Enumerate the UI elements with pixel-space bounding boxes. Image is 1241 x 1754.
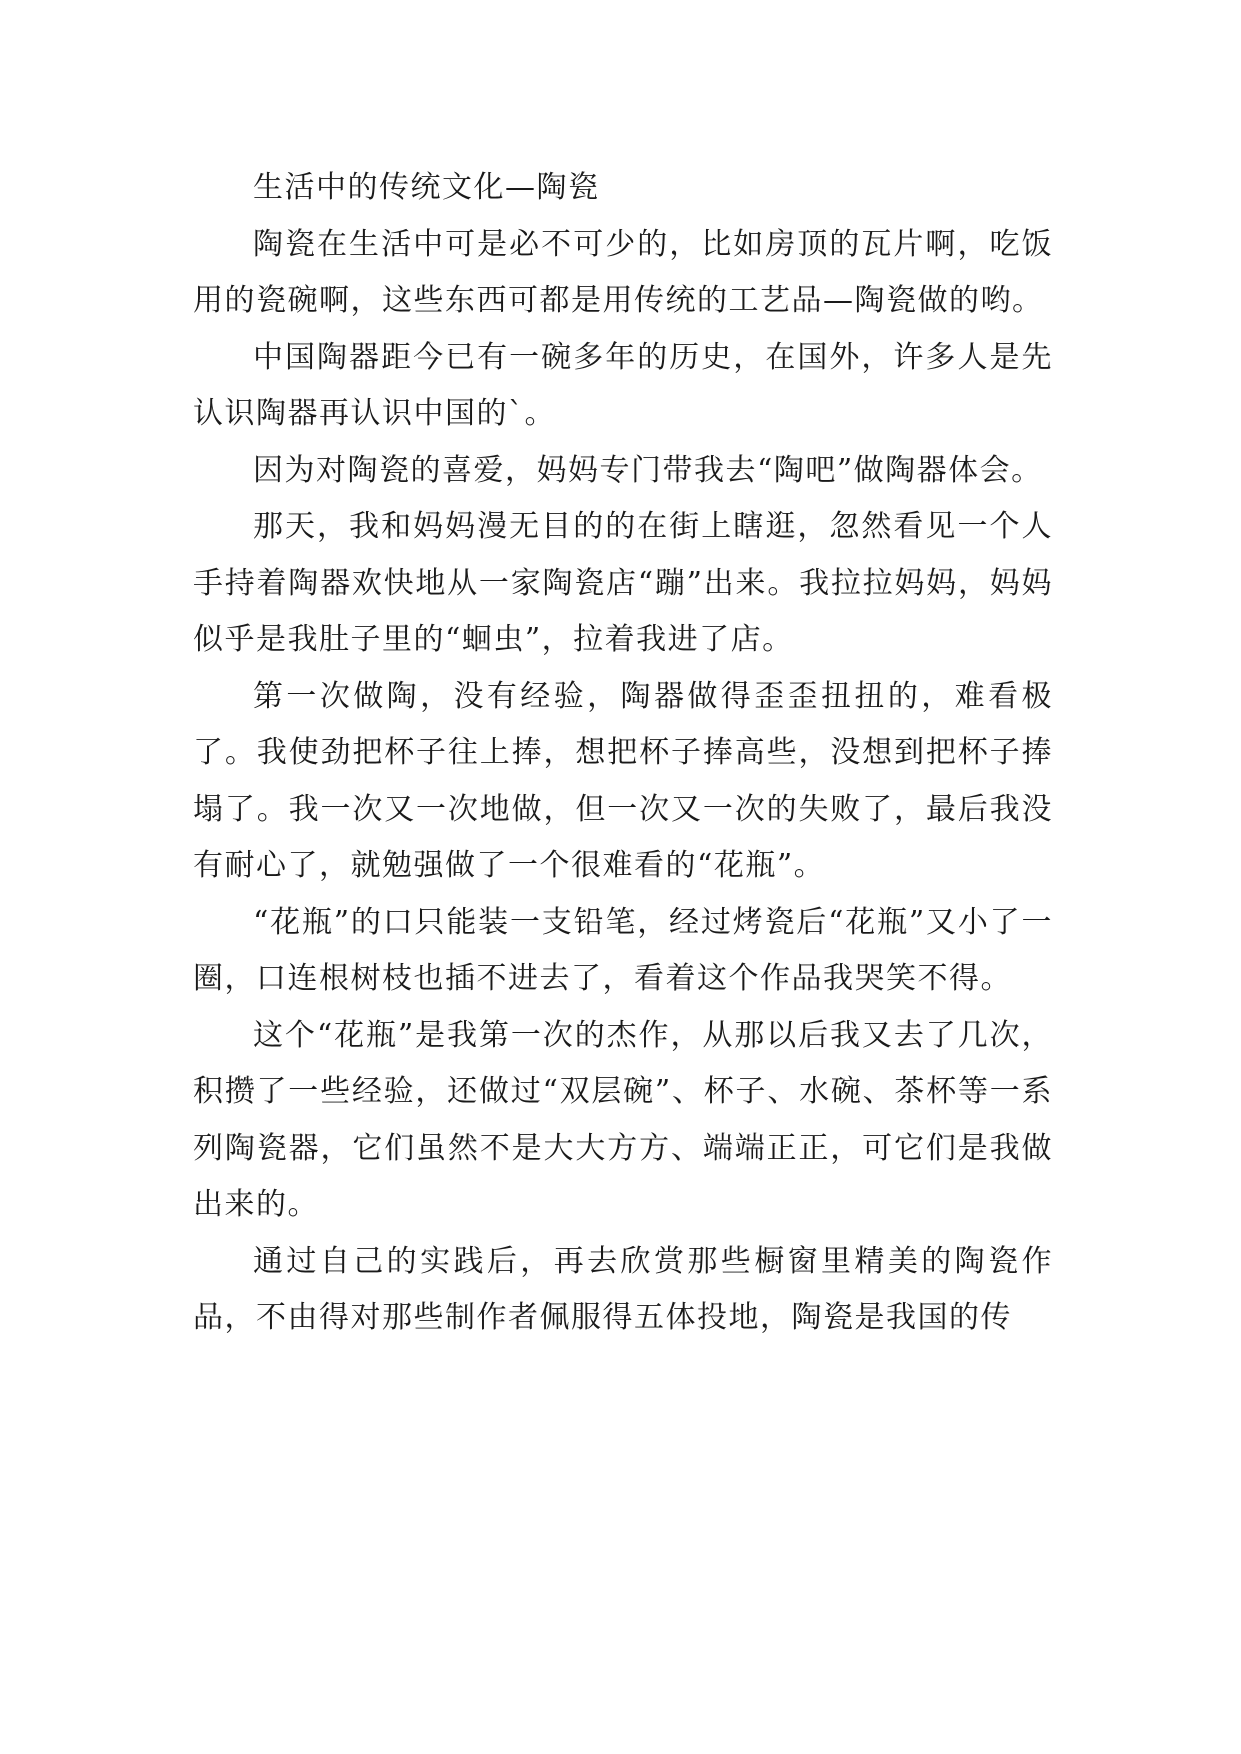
- paragraph-3: 因为对陶瓷的喜爱，妈妈专门带我去“陶吧”做陶器体会。: [253, 452, 1043, 488]
- paragraph-5: 第一次做陶，没有经验，陶器做得歪歪扭扭的，难看极了。我使劲把杯子往上捧，想把杯子捧高些，没想到把杯子捧塌了。我一次又一次地做，但一次又一次的失败了，最后我没有耐心了，就勉强做了一个很难看的“花瓶”。: [193, 678, 1053, 883]
- paragraph-7: 这个“花瓶”是我第一次的杰作，从那以后我又去了几次，积攒了一些经验，还做过“双层碗”、杯子、水碗、茶杯等一系列陶瓷器，它们虽然不是大大方方、端端正正，可它们是我做出来的。: [193, 1017, 1053, 1222]
- paragraph-4: 那天，我和妈妈漫无目的的在街上瞎逛，忽然看见一个人手持着陶器欢快地从一家陶瓷店“蹦”出来。我拉拉妈妈，妈妈似乎是我肚子里的“蛔虫”，拉着我进了店。: [193, 509, 1053, 657]
- document-title: 生活中的传统文化—陶瓷: [253, 170, 600, 205]
- paragraph-2: 中国陶器距今已有一碗多年的历史，在国外，许多人是先认识陶器再认识中国的`。: [193, 339, 1053, 431]
- paragraph-1: 陶瓷在生活中可是必不可少的，比如房顶的瓦片啊，吃饭用的瓷碗啊，这些东西可都是用传统的工艺品—陶瓷做的哟。: [193, 226, 1053, 318]
- paragraph-6: “花瓶”的口只能装一支铅笔，经过烤瓷后“花瓶”又小了一圈，口连根树枝也插不进去了，看着这个作品我哭笑不得。: [193, 904, 1053, 996]
- document-body: [193, 160, 1053, 1347]
- paragraph-8: 通过自己的实践后，再去欣赏那些橱窗里精美的陶瓷作品，不由得对那些制作者佩服得五体投地，陶瓷是我国的传: [193, 1243, 1053, 1335]
